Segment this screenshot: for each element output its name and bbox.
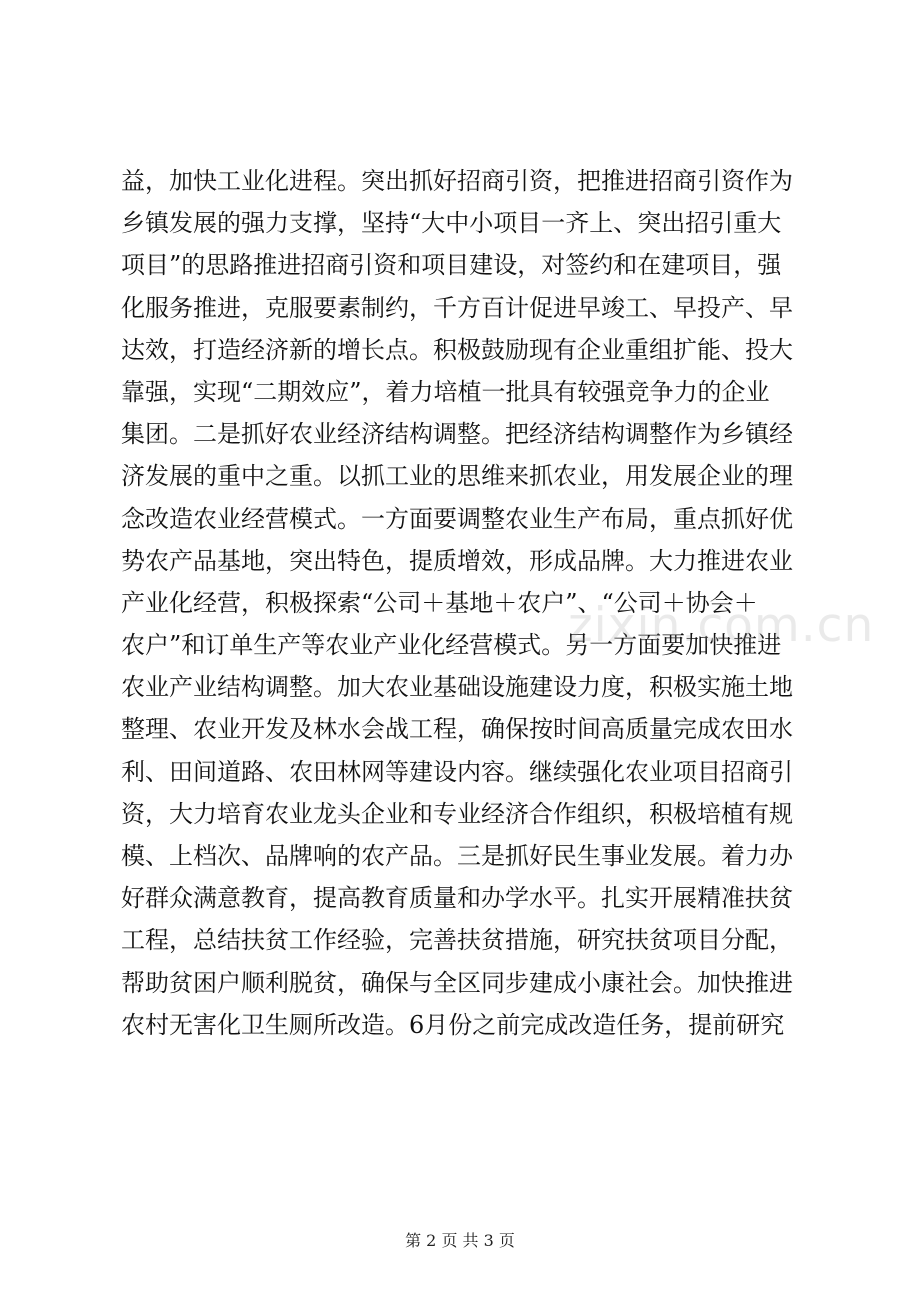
text-line: 好群众满意教育，提高教育质量和办学水平。扎实开展精准扶贫 bbox=[121, 884, 793, 913]
text-line: 产业化经营，积极探索“公司＋基地＋农户”、“公司＋协会＋ bbox=[121, 588, 758, 617]
text-line: 整理、农业开发及林水会战工程，确保按时间高质量完成农田水 bbox=[121, 715, 793, 744]
text-line: 靠强，实现“二期效应”，着力培植一批具有较强竞争力的企业 bbox=[121, 377, 770, 406]
watermark: zixin.com.cn bbox=[568, 598, 875, 653]
text-line: 济发展的重中之重。以抓工业的思维来抓农业，用发展企业的理 bbox=[121, 462, 793, 491]
text-line: 模、上档次、品牌响的农产品。三是抓好民生事业发展。着力办 bbox=[121, 842, 793, 870]
text-line: 乡镇发展的强力支撑，坚持“大中小项目一齐上、突出招引重大 bbox=[121, 209, 782, 238]
text-line: 达效，打造经济新的增长点。积极鼓励现有企业重组扩能、投大 bbox=[121, 335, 793, 364]
text-line: 工程，总结扶贫工作经验，完善扶贫措施，研究扶贫项目分配， bbox=[121, 926, 793, 955]
text-line: 项目”的思路推进招商引资和项目建设，对签约和在建项目，强 bbox=[121, 251, 782, 280]
text-line: 益，加快工业化进程。突出抓好招商引资，把推进招商引资作为 bbox=[121, 167, 793, 195]
text-line: 农业产业结构调整。加大农业基础设施建设力度，积极实施土地 bbox=[121, 673, 793, 702]
text-line: 化服务推进，克服要素制约，千方百计促进早竣工、早投产、早 bbox=[121, 293, 793, 322]
text-line: 势农产品基地，突出特色，提质增效，形成品牌。大力推进农业 bbox=[121, 546, 793, 575]
text-line: 农村无害化卫生厕所改造。6月份之前完成改造任务，提前研究 bbox=[121, 1010, 785, 1039]
text-line: 资，大力培育农业龙头企业和专业经济合作组织，积极培植有规 bbox=[121, 799, 793, 828]
text-line: 帮助贫困户顺利脱贫，确保与全区同步建成小康社会。加快推进 bbox=[121, 968, 793, 997]
text-line: 农户”和订单生产等农业产业化经营模式。另一方面要加快推进 bbox=[121, 631, 782, 660]
text-line: 集团。二是抓好农业经济结构调整。把经济结构调整作为乡镇经 bbox=[121, 420, 793, 449]
page-footer: 第 2 页 共 3 页 bbox=[405, 1231, 515, 1250]
text-line: 念改造农业经营模式。一方面要调整农业生产布局，重点抓好优 bbox=[121, 504, 793, 533]
text-line: 利、田间道路、农田林网等建设内容。继续强化农业项目招商引 bbox=[121, 757, 793, 786]
